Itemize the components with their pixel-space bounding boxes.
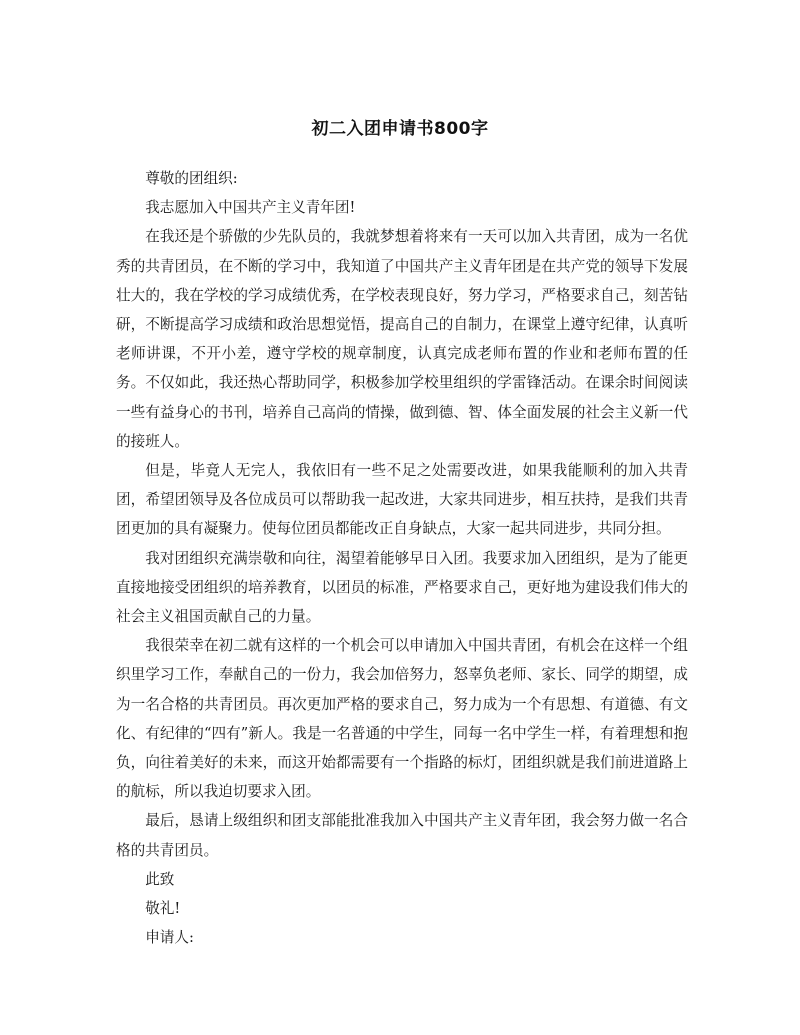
paragraph-2: 但是，毕竟人无完人，我依旧有一些不足之处需要改进，如果我能顺利的加入共青团，希望团领导及各位成员可以帮助我一起改进，大家共同进步，相互扶持，是我们共青团更加的具有凝聚力。使每位团员都能改正自身缺点，大家一起共同进步，共同分担。 [116, 462, 688, 538]
opening-line: 我志愿加入中国共产主义青年团! [145, 199, 356, 217]
paragraph-4: 我很荣幸在初二就有这样的一个机会可以申请加入中国共青团，有机会在这样一个组织里学习工作，奉献自己的一份力，我会加倍努力，怒辜负老师、家长、同学的期望，成为一名合格的共青团员。再次更加严格的要求自己，努力成为一个有思想、有道德、有文化、有纪律的“四有”新人。我是一名普通的中学生，同每一名中学生一样，有着理想和抱负，向往着美好的未来，而这开始都需要有一个指路的标灯，团组织就是我们前进道路上的航标，所以我迫切要求入团。 [116, 637, 688, 801]
regards: 敬礼! [145, 900, 181, 918]
closing: 此致 [145, 870, 175, 888]
salutation: 尊敬的团组织: [145, 170, 238, 187]
paragraph-3: 我对团组织充满崇敬和向往，渴望着能够早日入团。我要求加入团组织，是为了能更直接地接受团组织的培养教育，以团员的标准，严格要求自己，更好地为建设我们伟大的社会主义祖国贡献自己的力量。 [116, 549, 688, 626]
document-title: 初二入团申请书800字 [311, 119, 489, 139]
paragraph-5: 最后，恳请上级组织和团支部能批准我加入中国共产主义青年团，我会努力做一名合格的共青团员。 [116, 812, 688, 859]
applicant-label: 申请人: [145, 929, 194, 947]
paragraph-1: 在我还是个骄傲的少先队员的，我就梦想着将来有一天可以加入共青团，成为一名优秀的共青团员，在不断的学习中，我知道了中国共产主义青年团是在共产党的领导下发展壮大的，我在学校的学习成绩优秀，在学校表现良好，努力学习，严格要求自己，刻苦钻研，不断提高学习成绩和政治思想觉悟，提高自己的自制力，在课堂上遵守纪律，认真听老师讲课，不开小差，遵守学校的规章制度，认真完成老师布置的作业和老师布置的任务。不仅如此，我还热心帮助同学，积极参加学校里组织的学雷锋活动。在课余时间阅读一些有益身心的书刊，培养自己高尚的情操，做到德、智、体全面发展的社会主义新一代的接班人。 [116, 228, 688, 450]
letter-body [116, 164, 688, 952]
